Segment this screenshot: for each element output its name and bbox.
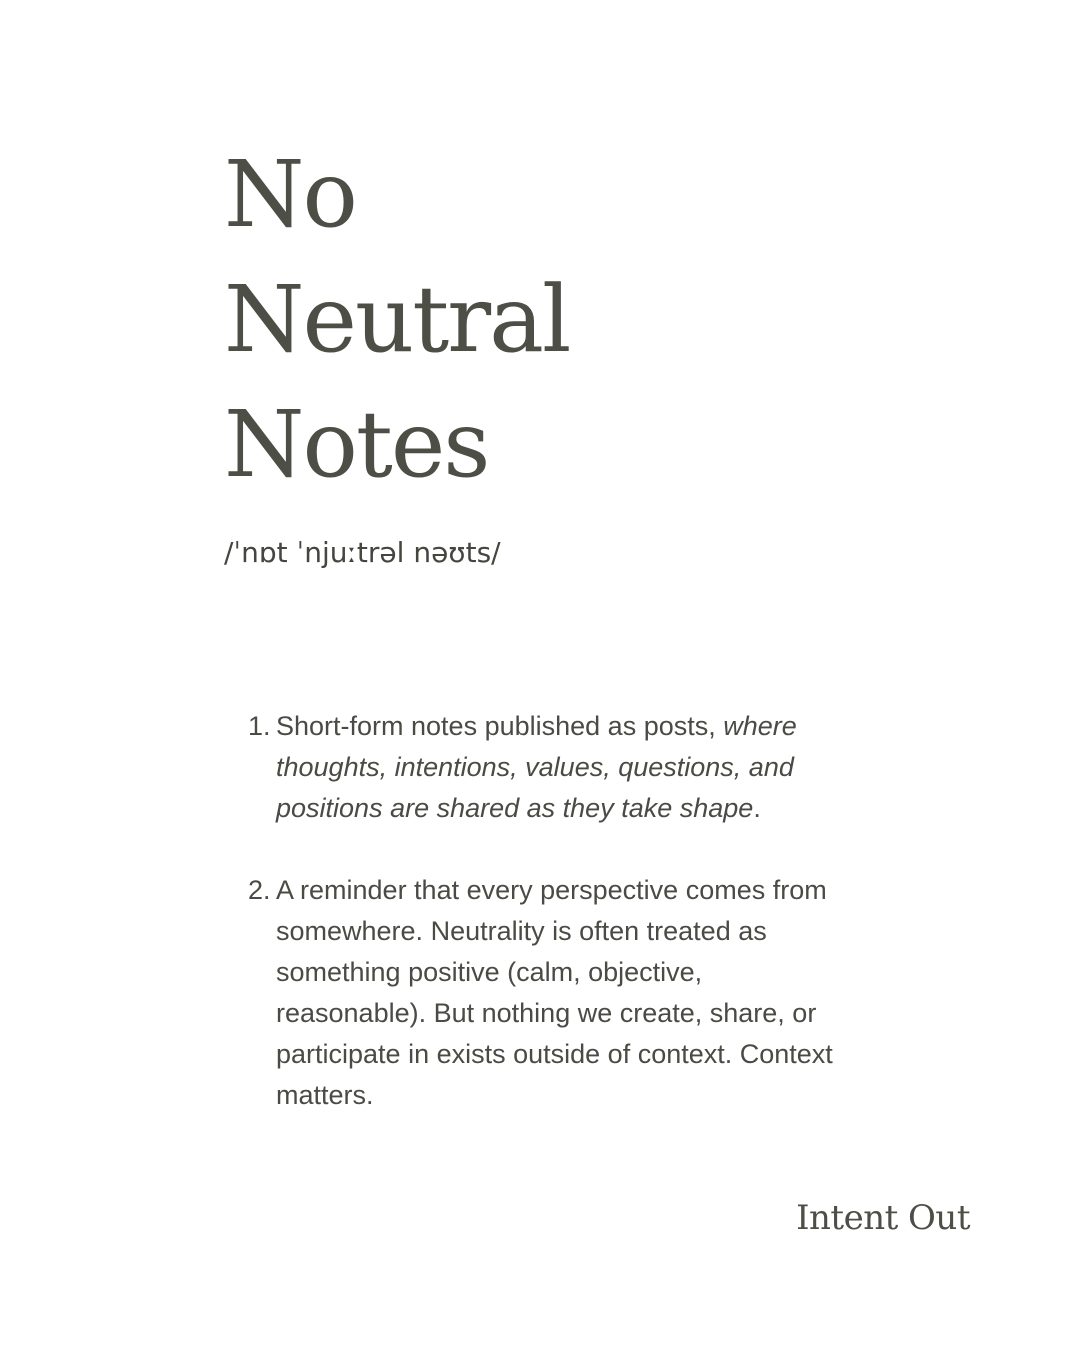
definition-text-end: . [753,793,761,823]
title-line-2: Neutral [224,266,570,373]
definition-text: A reminder that every perspective comes from somewhere. Neutrality is often treated as something positive (calm, objective, reasonable). But nothing we create, share, or participate in exists outside of context. Context matters. [276,875,833,1110]
phonetic-transcription: /ˈnɒt ˈnjuːtrəl nəʊts/ [224,536,501,569]
title-line-1: No [224,141,356,248]
definition-number: 2. [248,875,271,905]
title-line-3: Notes [224,391,489,498]
definition-item-1 [248,706,848,829]
definition-list [248,706,848,1116]
definition-text-italic: where thoughts, intentions, values, questions, and positions are shared as they take shape [276,711,797,823]
page-title [224,132,569,507]
brand-signature: Intent Out [796,1198,970,1238]
definition-item-2 [248,870,848,1116]
definition-number: 1. [248,711,271,741]
definition-text-regular: Short-form notes published as posts, [276,711,724,741]
definition-text [276,706,848,829]
